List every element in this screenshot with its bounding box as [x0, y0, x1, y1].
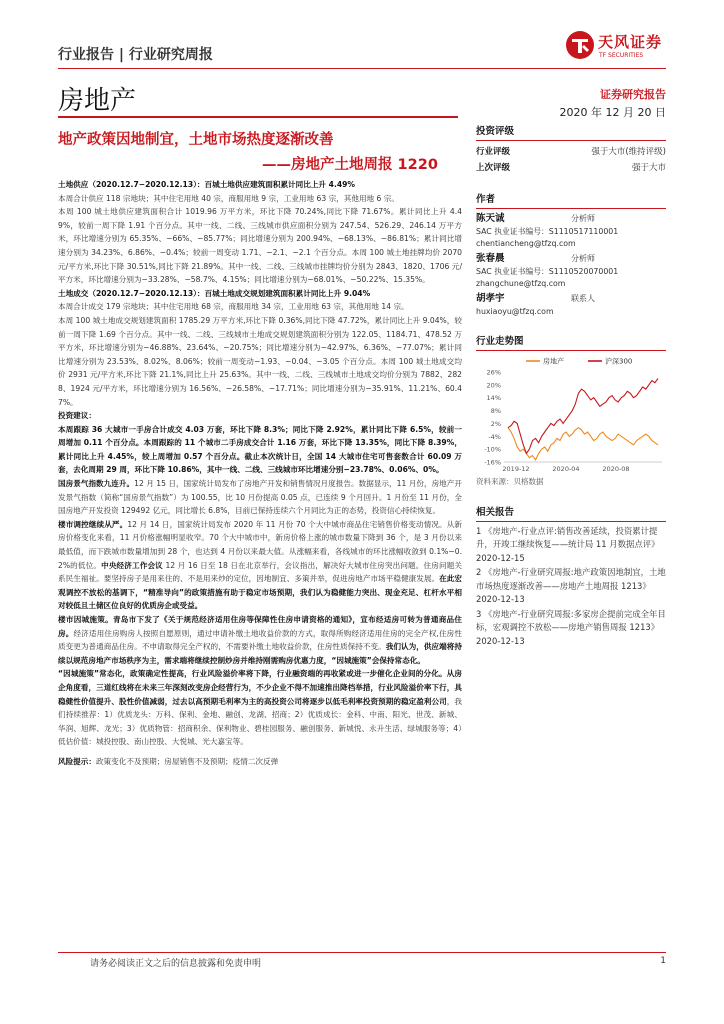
author-heading: 作者: [476, 188, 666, 209]
rating-row: [476, 160, 666, 176]
report-subtitle: ——房地产土地周报 1220: [262, 157, 438, 173]
paragraph-text: 12 月 16 日至 18 日在北京举行，会议指出，解决好大城市住房突出问题。住房问题关系民生福祉。要坚持房子是用来住的、不是用来炒的定位，因地制宜、多策并举，促进房地产市场平稳健康发展。: [58, 560, 463, 584]
author: [476, 252, 666, 289]
author-role: 分析师: [571, 254, 595, 263]
author-role: 联系人: [571, 294, 595, 303]
author-sac: SAC 执业证书编号：S1110517110001: [476, 227, 619, 236]
paragraph-emphasis: 青岛市下发了《关于规范经济适用住房等保障性住房申请资格的通知》，宣布经适房可转为普通商品住房。: [58, 615, 462, 638]
x-tick-label: 2020-08: [602, 464, 630, 473]
report-title: 地产政策因地制宜，土地市场热度逐渐改善: [58, 132, 334, 148]
footer-divider: [58, 952, 666, 953]
related-report-link[interactable]: 3 《房地产-行业研究周报:多家房企提前完成全年目标，宏观调控不放松——房地产销售周报 1213》 2020-12-13: [476, 608, 666, 646]
rating-heading: 投资评级: [476, 120, 666, 141]
paragraph-text: 经济适用住房购房人按照自愿原则，通过申请补缴土地收益价款的方式，取得所购经济适用住房的完全产权,住房性质变更为普通商品住房。不申请取得完全产权的，不需要补缴土地收益价款，住房性质保持不变。: [58, 628, 462, 652]
paragraph-emphasis: 我们认为，供应端将持续以规范房地产市场秩序为主，需求端将继续控制炒房并维持刚需购房优惠力度，“因城施策”会保持常态化。: [58, 642, 462, 665]
risk-note: [58, 755, 462, 769]
paragraph: [58, 613, 462, 667]
trend-chart-svg: [476, 354, 666, 474]
paragraph-text: 12 月 15 日，国家统计局发布了房地产开发和销售情况月度报告。数据显示，11 月份，房地产开发景气指数（简称“国房景气指数”）为 100.55，比 10 月份提高 0.05 点，已连续 9 个月回升。1 月份至 11 月份，全国房地产开发投资 129492 亿元，同比增长 6.8%，目前已保持连续六个月同比为正的态势，投资信心持续恢复。: [58, 479, 463, 516]
report-type: 证券研究报告: [600, 88, 666, 101]
section-heading: 土地成交（2020.12.7−2020.12.13）：百城土地成交规划建筑面积累计同比上升 9.04%: [58, 288, 371, 298]
paragraph-lead: 楼市因城施策。: [58, 615, 113, 624]
x-tick-label: 2019-12: [502, 464, 530, 473]
paragraph: 本周合计供应 118 宗地块；其中住宅用地 40 宗，商服用地 9 宗，工业用地 63 宗，其他用地 6 宗。: [58, 193, 399, 203]
rating-row: [476, 144, 666, 160]
report-date: 2020 年 12 月 20 日: [559, 106, 666, 119]
tf-logo-icon: [565, 30, 595, 60]
footer-disclaimer: 请务必阅读正文之后的信息披露和免责申明: [90, 959, 262, 969]
sidebar: [476, 120, 666, 649]
related-heading: 相关报告: [476, 501, 666, 522]
series-line-0: [508, 427, 658, 459]
x-tick-label: 2020-04: [552, 464, 580, 473]
y-tick-label: 2%: [490, 419, 501, 428]
paragraph-emphasis: “因城施策”常态化，政策确定性提高，行业风险溢价率将下降，行业融资端的再收紧或进一步催化企业间的分化。从房企角度看，三道红线将在未来三年深刻改变房企经营行为，不少企业不得不加速推出降档举措，行业风险溢价率下行，: [58, 669, 462, 692]
author: [476, 292, 666, 318]
y-tick-label: -4%: [488, 432, 501, 441]
risk-label: 风险提示：: [58, 756, 96, 766]
author-email[interactable]: chentiancheng@tfzq.com: [476, 238, 576, 248]
paragraph-emphasis: 在此宏观调控不放松的基调下，“精准导向”的政策措施有助于稳定市场预期，我们认为稳健能力突出、现金充足、杠杆水平相对较低且土储区位良好的优质房企或受益。: [58, 574, 462, 611]
y-tick-label: 26%: [486, 368, 501, 376]
paragraph-lead: 楼市调控继续从严。: [58, 519, 128, 529]
related-report-link[interactable]: 2 《房地产-行业研究周报:地产政策因地制宜，土地市场热度逐渐改善——房地产土地周报 1213》 2020-12-13: [476, 567, 666, 604]
logo-text: 天风证券: [598, 33, 663, 51]
logo-text-en: TF SECURITIES: [599, 52, 644, 59]
paragraph-text: 12 月 14 日，国家统计局发布 2020 年 11 月份 70 个大中城市商品住宅销售价格变动情况。从新房价格变化来看，11 月价格涨幅明显收窄。70 个大中城市中，新房价格上涨的城市数量下降到 36 个，是 3 月份以来最低值，而下跌城市数量增加到 28 个，也达到 4 月份以来最大值。从涨幅来看，各线城市的环比涨幅收敛到 0.1%−0.2%的低位。: [58, 519, 462, 570]
paragraph-lead: 国房景气指数九连升。: [58, 479, 135, 489]
rating-value: 强于大市: [631, 163, 666, 173]
sector-divider: [58, 116, 458, 118]
rating-key: 上次评级: [476, 163, 511, 173]
body-text: [58, 178, 462, 769]
author-email[interactable]: huxiaoyu@tfzq.com: [476, 307, 554, 316]
risk-text: 政策变化不及预期；房屋销售不及预期；疫情二次反弹: [95, 756, 279, 766]
author-email[interactable]: zhangchune@tfzq.com: [476, 278, 566, 288]
trend-heading: 行业走势图: [476, 330, 666, 351]
author: [476, 212, 666, 249]
y-tick-label: 20%: [486, 380, 501, 389]
section-heading: 土地供应（2020.12.7−2020.12.13）：百城土地供应建筑面积累计同比上升 4.49%: [58, 180, 355, 189]
y-tick-label: 8%: [490, 406, 501, 415]
author-sac: SAC 执业证书编号：S1110520070001: [476, 267, 619, 276]
legend-label: 沪深300: [605, 357, 633, 365]
rating-key: 行业评级: [476, 147, 511, 157]
trend-chart: [476, 354, 666, 474]
paragraph-emphasis: 公司将逐步以低毛利率投资预期的稳定盈利公司: [286, 696, 447, 706]
page-number: 1: [660, 956, 666, 966]
paragraph: [58, 518, 462, 613]
chart-source: 资料来源：贝格数据: [476, 476, 544, 486]
y-tick-label: -16%: [484, 458, 501, 466]
paragraph: [58, 667, 462, 749]
company-logo: [565, 26, 675, 68]
paragraph: 本周跟踪 36 大城市一手房合计成交 4.03 万套，环比下降 8.3%；同比下降 2.92%，累计同比下降 6.5%，较前一周增加 0.11 个百分点。本周跟踪的 11 个城市二手房成交合计 1.16 万套，环比下降 13.35%，同比下降 8.39%，累计同比上升 4.45%，较上周增加 0.57 个百分点。截止本次统计日，全国 14 大城市住宅可售套数合计 60.09 万套，去化周期 29 周，环比下降 10.86%，其中一线、二线、三线城市环比增速分别−23.78%、0.06%、0%。: [58, 424, 462, 475]
paragraph-emphasis: 具稳健性价值提升、股性价值减弱，过去以高预期毛利率为主的高投资: [58, 682, 462, 706]
paragraph: [58, 477, 462, 518]
paragraph-lead: 中央经济工作会议: [101, 560, 163, 570]
sector-title: 房地产: [58, 86, 137, 116]
legend-label: 房地产: [543, 357, 564, 365]
paragraph: 本周 100 城土地成交规划建筑面积 1785.29 万平方米,环比下降 0.36%,同比下降 47.72%，累计同比上升 9.04%，较前一周下降 1.69 个百分点。其中一线、二线、三线城市土地成交规划建筑面积分别为 122.05、1184.71、478.52 万平方米，环比增速分别为−46.88%、23.64%、−20.75%；同比增速分别为−42.97%、6.36%、−77.07%；累计同比增速分别为 23.53%、8.02%、8.06%；较前一周变动−1.93、−0.04、−3.05 个百分点。本周 100 城土地成交均价 2931 元/平方米,环比下降 21.1%,同比上升 25.63%。其中一线、二线、三线城市土地成交均价分别为 7882、2828、1924 元/平方米，环比增速分别为 16.56%、−26.58%、−17.71%；同比增速分别为−35.91%、11.21%、60.47%。: [58, 315, 462, 407]
paragraph: 本周 100 城土地供应建筑面积合计 1019.96 万平方米，环比下降 70.24%,同比下降 71.67%。累计同比上升 4.49%，较前一周下降 1.91 个百分点。其中一线、二线、三线城市供应面积分别为 247.54、526.29、246.14 万平方米，环比增速分别为 65.35%、−66%、−85.77%；同比增速分别为 200.94%、−68.13%、−86.81%；累计同比增速分别为 34.23%、6.86%、−0.4%；较前一周变动 1.71、−2.1、−2.1 个百分点。本周 100 城土地挂牌均价 2070 元/平方米,环比下降 30.51%,同比下降 21.89%。其中一线、二线、三线城市挂牌均价分别为 2843、1820、1706 元/平方米，环比增速分别为−33.28%、−58.7%、4.15%；同比增速分别为−68.01%、−50.22%、15.35%。: [58, 207, 462, 285]
rating-value: 强于大市(维持评级): [591, 147, 666, 157]
author-name: 张春晨: [476, 253, 505, 264]
paragraph: 本周合计成交 179 宗地块；其中住宅用地 68 宗，商服用地 34 宗，工业用地 63 宗，其他用地 14 宗。: [58, 302, 409, 312]
top-divider: [58, 68, 666, 69]
y-tick-label: 14%: [486, 393, 501, 402]
author-name: 陈天诚: [476, 213, 505, 224]
report-category: 行业报告 | 行业研究周报: [58, 47, 213, 63]
author-name: 胡孝宇: [476, 293, 505, 304]
y-tick-label: -10%: [484, 445, 501, 454]
paragraph-text: ，我们持续推荐：1）优质龙头：万科、保利、金地、融创、龙湖、招商；2）优质成长：金科、中南、阳光、世茂、新城、华润、旭辉、龙光；3）优质物管：招商积余、保利物业、碧桂园服务、融创服务、新城悦、永升生活、绿城服务等；4）低估价值：城投控股、南山控股、大悦城、光大嘉宝等。: [58, 696, 463, 747]
section-heading: 投资建议：: [58, 411, 96, 421]
author-role: 分析师: [571, 214, 595, 223]
related-report-link[interactable]: 1 《房地产-行业点评:销售改善延续，投资累计提升，开竣工继续恢复——统计局 11 月数据点评》 2020-12-15: [476, 525, 660, 563]
